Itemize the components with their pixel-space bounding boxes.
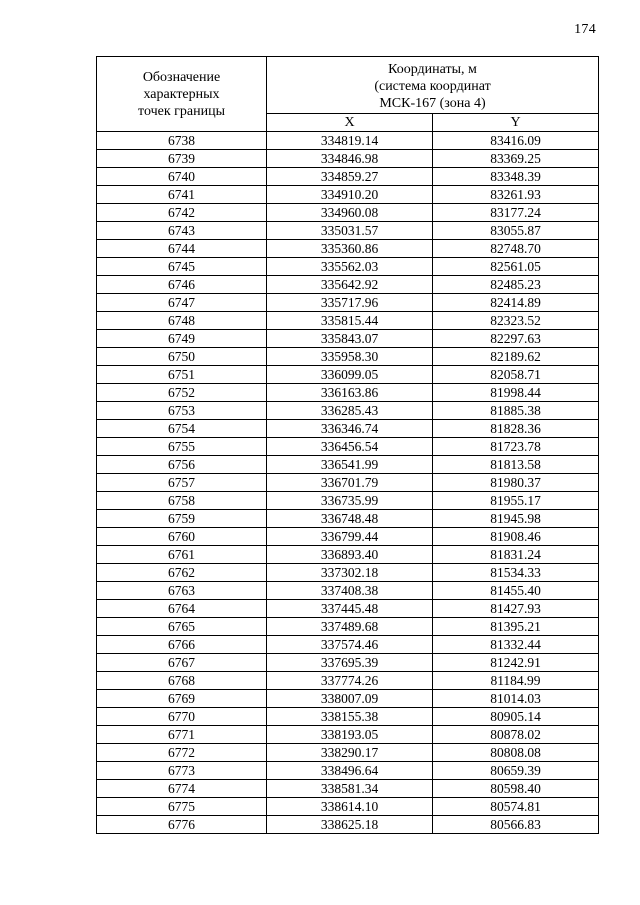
y-coordinate-cell: 81184.99 xyxy=(433,672,599,690)
x-coordinate-cell: 336099.05 xyxy=(267,366,433,384)
coords-header-line-3: МСК-167 (зона 4) xyxy=(379,95,486,111)
table-row xyxy=(97,654,599,672)
y-coordinate-cell: 81395.21 xyxy=(433,618,599,636)
point-id-cell: 6756 xyxy=(97,456,267,474)
point-id-cell: 6773 xyxy=(97,762,267,780)
y-coordinate-cell: 83055.87 xyxy=(433,222,599,240)
x-coordinate-cell: 338007.09 xyxy=(267,690,433,708)
table-row xyxy=(97,258,599,276)
point-id-cell: 6775 xyxy=(97,798,267,816)
table-row xyxy=(97,276,599,294)
x-coordinate-cell: 337445.48 xyxy=(267,600,433,618)
point-id-cell: 6759 xyxy=(97,510,267,528)
point-id-cell: 6760 xyxy=(97,528,267,546)
point-id-cell: 6761 xyxy=(97,546,267,564)
point-id-cell: 6767 xyxy=(97,654,267,672)
table-row xyxy=(97,564,599,582)
table-row xyxy=(97,816,599,834)
table-row xyxy=(97,456,599,474)
y-coordinate-cell: 83348.39 xyxy=(433,168,599,186)
coordinates-column-header xyxy=(267,57,599,114)
table-row xyxy=(97,780,599,798)
x-coordinate-cell: 334910.20 xyxy=(267,186,433,204)
point-id-cell: 6769 xyxy=(97,690,267,708)
page-number: 174 xyxy=(574,22,596,37)
point-id-cell: 6774 xyxy=(97,780,267,798)
point-id-cell: 6751 xyxy=(97,366,267,384)
y-coordinate-cell: 81955.17 xyxy=(433,492,599,510)
table-row xyxy=(97,690,599,708)
x-coordinate-cell: 337408.38 xyxy=(267,582,433,600)
table-row xyxy=(97,726,599,744)
table-row xyxy=(97,348,599,366)
y-coordinate-cell: 81828.36 xyxy=(433,420,599,438)
point-id-cell: 6764 xyxy=(97,600,267,618)
table-row xyxy=(97,582,599,600)
y-coordinate-cell: 80566.83 xyxy=(433,816,599,834)
y-coordinate-cell: 81998.44 xyxy=(433,384,599,402)
x-coordinate-cell: 334960.08 xyxy=(267,204,433,222)
point-id-cell: 6739 xyxy=(97,150,267,168)
x-coordinate-cell: 336541.99 xyxy=(267,456,433,474)
y-coordinate-cell: 83369.25 xyxy=(433,150,599,168)
y-coordinate-cell: 80574.81 xyxy=(433,798,599,816)
y-coordinate-cell: 82189.62 xyxy=(433,348,599,366)
y-coordinate-cell: 82297.63 xyxy=(433,330,599,348)
y-coordinate-cell: 81945.98 xyxy=(433,510,599,528)
x-coordinate-cell: 336701.79 xyxy=(267,474,433,492)
point-id-cell: 6754 xyxy=(97,420,267,438)
y-coordinate-cell: 81427.93 xyxy=(433,600,599,618)
y-coordinate-cell: 81980.37 xyxy=(433,474,599,492)
point-id-cell: 6768 xyxy=(97,672,267,690)
x-coordinate-cell: 337774.26 xyxy=(267,672,433,690)
x-coordinate-cell: 336456.54 xyxy=(267,438,433,456)
x-coordinate-cell: 337695.39 xyxy=(267,654,433,672)
coordinates-table xyxy=(96,56,599,834)
x-coordinate-cell: 335031.57 xyxy=(267,222,433,240)
table-row xyxy=(97,132,599,150)
x-coordinate-cell: 338193.05 xyxy=(267,726,433,744)
y-coordinate-cell: 80598.40 xyxy=(433,780,599,798)
y-coordinate-cell: 82561.05 xyxy=(433,258,599,276)
point-id-cell: 6771 xyxy=(97,726,267,744)
table-row xyxy=(97,546,599,564)
table-header xyxy=(97,57,599,132)
x-coordinate-cell: 335642.92 xyxy=(267,276,433,294)
y-coordinate-cell: 81534.33 xyxy=(433,564,599,582)
y-coordinate-cell: 80808.08 xyxy=(433,744,599,762)
table-row xyxy=(97,402,599,420)
table-row xyxy=(97,636,599,654)
table-row xyxy=(97,528,599,546)
point-id-cell: 6748 xyxy=(97,312,267,330)
y-coordinate-cell: 81813.58 xyxy=(433,456,599,474)
x-coordinate-cell: 338155.38 xyxy=(267,708,433,726)
x-coordinate-cell: 334846.98 xyxy=(267,150,433,168)
y-column-header: Y xyxy=(433,114,599,132)
y-coordinate-cell: 80878.02 xyxy=(433,726,599,744)
table-row xyxy=(97,510,599,528)
point-id-cell: 6753 xyxy=(97,402,267,420)
table-row xyxy=(97,708,599,726)
y-coordinate-cell: 82414.89 xyxy=(433,294,599,312)
point-id-cell: 6763 xyxy=(97,582,267,600)
point-id-cell: 6758 xyxy=(97,492,267,510)
y-coordinate-cell: 82748.70 xyxy=(433,240,599,258)
y-coordinate-cell: 83177.24 xyxy=(433,204,599,222)
y-coordinate-cell: 81014.03 xyxy=(433,690,599,708)
point-id-cell: 6762 xyxy=(97,564,267,582)
x-column-header: X xyxy=(267,114,433,132)
point-id-cell: 6749 xyxy=(97,330,267,348)
point-id-cell: 6738 xyxy=(97,132,267,150)
x-coordinate-cell: 336748.48 xyxy=(267,510,433,528)
x-coordinate-cell: 338614.10 xyxy=(267,798,433,816)
x-coordinate-cell: 338625.18 xyxy=(267,816,433,834)
coords-header-line-2: (система координат xyxy=(374,78,491,94)
point-header-line-1: Обозначение xyxy=(142,69,221,85)
y-coordinate-cell: 83261.93 xyxy=(433,186,599,204)
coords-header-line-1: Координаты, м xyxy=(388,61,477,77)
table-row xyxy=(97,294,599,312)
point-id-cell: 6776 xyxy=(97,816,267,834)
point-id-cell: 6746 xyxy=(97,276,267,294)
x-coordinate-cell: 337489.68 xyxy=(267,618,433,636)
x-coordinate-cell: 335958.30 xyxy=(267,348,433,366)
x-coordinate-cell: 338290.17 xyxy=(267,744,433,762)
point-header-line-2: характерных xyxy=(143,86,220,102)
point-id-cell: 6757 xyxy=(97,474,267,492)
x-coordinate-cell: 335360.86 xyxy=(267,240,433,258)
y-coordinate-cell: 80659.39 xyxy=(433,762,599,780)
y-coordinate-cell: 82323.52 xyxy=(433,312,599,330)
y-coordinate-cell: 81831.24 xyxy=(433,546,599,564)
y-coordinate-cell: 81332.44 xyxy=(433,636,599,654)
table-row xyxy=(97,240,599,258)
x-coordinate-cell: 335815.44 xyxy=(267,312,433,330)
x-coordinate-cell: 336346.74 xyxy=(267,420,433,438)
table-row xyxy=(97,366,599,384)
table-row xyxy=(97,222,599,240)
y-coordinate-cell: 81723.78 xyxy=(433,438,599,456)
x-coordinate-cell: 338581.34 xyxy=(267,780,433,798)
table-row xyxy=(97,438,599,456)
point-id-cell: 6744 xyxy=(97,240,267,258)
y-coordinate-cell: 80905.14 xyxy=(433,708,599,726)
point-id-cell: 6747 xyxy=(97,294,267,312)
x-coordinate-cell: 335562.03 xyxy=(267,258,433,276)
point-id-cell: 6752 xyxy=(97,384,267,402)
point-header-line-3: точек границы xyxy=(138,103,225,119)
y-coordinate-cell: 83416.09 xyxy=(433,132,599,150)
table-row xyxy=(97,618,599,636)
x-coordinate-cell: 336893.40 xyxy=(267,546,433,564)
point-column-header xyxy=(97,57,267,132)
table-row xyxy=(97,330,599,348)
y-coordinate-cell: 82058.71 xyxy=(433,366,599,384)
point-id-cell: 6750 xyxy=(97,348,267,366)
x-coordinate-cell: 335717.96 xyxy=(267,294,433,312)
table-body xyxy=(97,132,599,834)
point-id-cell: 6765 xyxy=(97,618,267,636)
table-row xyxy=(97,492,599,510)
table-row xyxy=(97,204,599,222)
table-row xyxy=(97,798,599,816)
table-row xyxy=(97,474,599,492)
y-coordinate-cell: 81908.46 xyxy=(433,528,599,546)
point-id-cell: 6742 xyxy=(97,204,267,222)
table-row xyxy=(97,672,599,690)
x-coordinate-cell: 337574.46 xyxy=(267,636,433,654)
y-coordinate-cell: 81455.40 xyxy=(433,582,599,600)
y-coordinate-cell: 81242.91 xyxy=(433,654,599,672)
x-coordinate-cell: 338496.64 xyxy=(267,762,433,780)
x-coordinate-cell: 336285.43 xyxy=(267,402,433,420)
table-row xyxy=(97,762,599,780)
point-id-cell: 6755 xyxy=(97,438,267,456)
point-id-cell: 6740 xyxy=(97,168,267,186)
table-row xyxy=(97,384,599,402)
x-coordinate-cell: 335843.07 xyxy=(267,330,433,348)
point-id-cell: 6743 xyxy=(97,222,267,240)
table-row xyxy=(97,150,599,168)
point-id-cell: 6741 xyxy=(97,186,267,204)
point-id-cell: 6772 xyxy=(97,744,267,762)
table-row xyxy=(97,186,599,204)
table-row xyxy=(97,600,599,618)
table-row xyxy=(97,168,599,186)
table-row xyxy=(97,420,599,438)
y-coordinate-cell: 81885.38 xyxy=(433,402,599,420)
point-id-cell: 6766 xyxy=(97,636,267,654)
x-coordinate-cell: 336163.86 xyxy=(267,384,433,402)
x-coordinate-cell: 334859.27 xyxy=(267,168,433,186)
point-id-cell: 6770 xyxy=(97,708,267,726)
x-coordinate-cell: 336735.99 xyxy=(267,492,433,510)
x-coordinate-cell: 334819.14 xyxy=(267,132,433,150)
x-coordinate-cell: 336799.44 xyxy=(267,528,433,546)
x-coordinate-cell: 337302.18 xyxy=(267,564,433,582)
table-row xyxy=(97,744,599,762)
table-row xyxy=(97,312,599,330)
point-id-cell: 6745 xyxy=(97,258,267,276)
y-coordinate-cell: 82485.23 xyxy=(433,276,599,294)
